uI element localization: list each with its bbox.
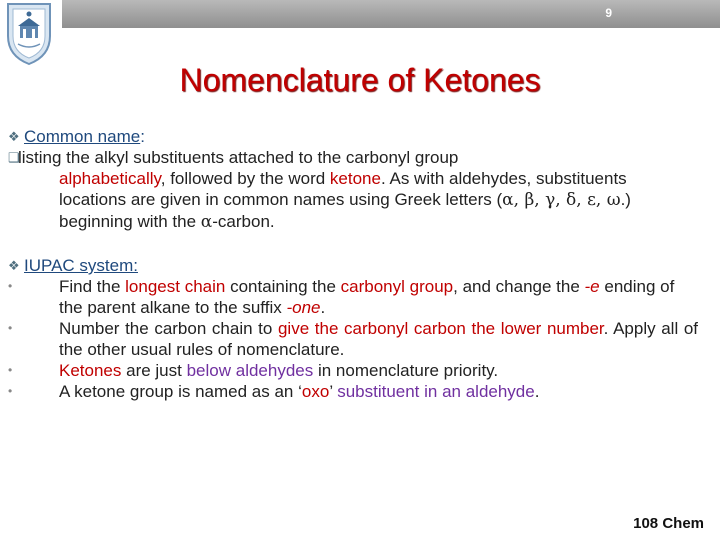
slide-content (8, 126, 698, 402)
dot-bullet-icon: • (8, 321, 13, 335)
iupac-bullet-1: • Find the longest chain containing the carbonyl group, and change the -e ending of the parent alkane to the suffix -one. (8, 277, 675, 317)
diamond-bullet-icon: ❖ (8, 129, 20, 144)
common-name-heading (8, 126, 698, 147)
common-name-colon: : (140, 127, 145, 146)
box-bullet-icon: ❑ (8, 150, 20, 165)
iupac-bullet-2: • Number the carbon chain to give the carbonyl carbon the lower number. Apply all of the other usual rules of nomenclature. (8, 319, 699, 359)
diamond-bullet-icon: ❖ (8, 258, 20, 273)
slide-number: 9 (605, 6, 612, 20)
common-name-label: Common name (24, 127, 141, 146)
course-footer: 108 Chem (633, 515, 704, 532)
greek-letters: α, β, γ, δ, ε, ω (502, 190, 621, 210)
common-name-item: ❑ listing the alkyl substituents attached to the carbonyl group alphabetically, followed by the word ketone. As with aldehydes, substituents locations are given in common names using Greek letters (α, β, γ, δ, ε, ω.) beginning with the α-carbon. (8, 148, 631, 232)
university-seal-icon (2, 0, 56, 66)
iupac-heading (8, 255, 698, 276)
dot-bullet-icon: • (8, 279, 13, 293)
dot-bullet-icon: • (8, 384, 13, 398)
slide-title: Nomenclature of Ketones (179, 62, 541, 98)
iupac-bullet-3: • Ketones are just below aldehydes in nomenclature priority. (8, 361, 499, 380)
alpha-symbol: α (200, 212, 213, 232)
header-bar (62, 0, 720, 28)
common-first-line: listing the alkyl substituents attached to the carbonyl group (18, 148, 459, 167)
dot-bullet-icon: • (8, 363, 13, 377)
iupac-bullet-4: • A ketone group is named as an ‘oxo’ substituent in an aldehyde. (8, 382, 540, 401)
iupac-label: IUPAC system: (24, 256, 138, 275)
